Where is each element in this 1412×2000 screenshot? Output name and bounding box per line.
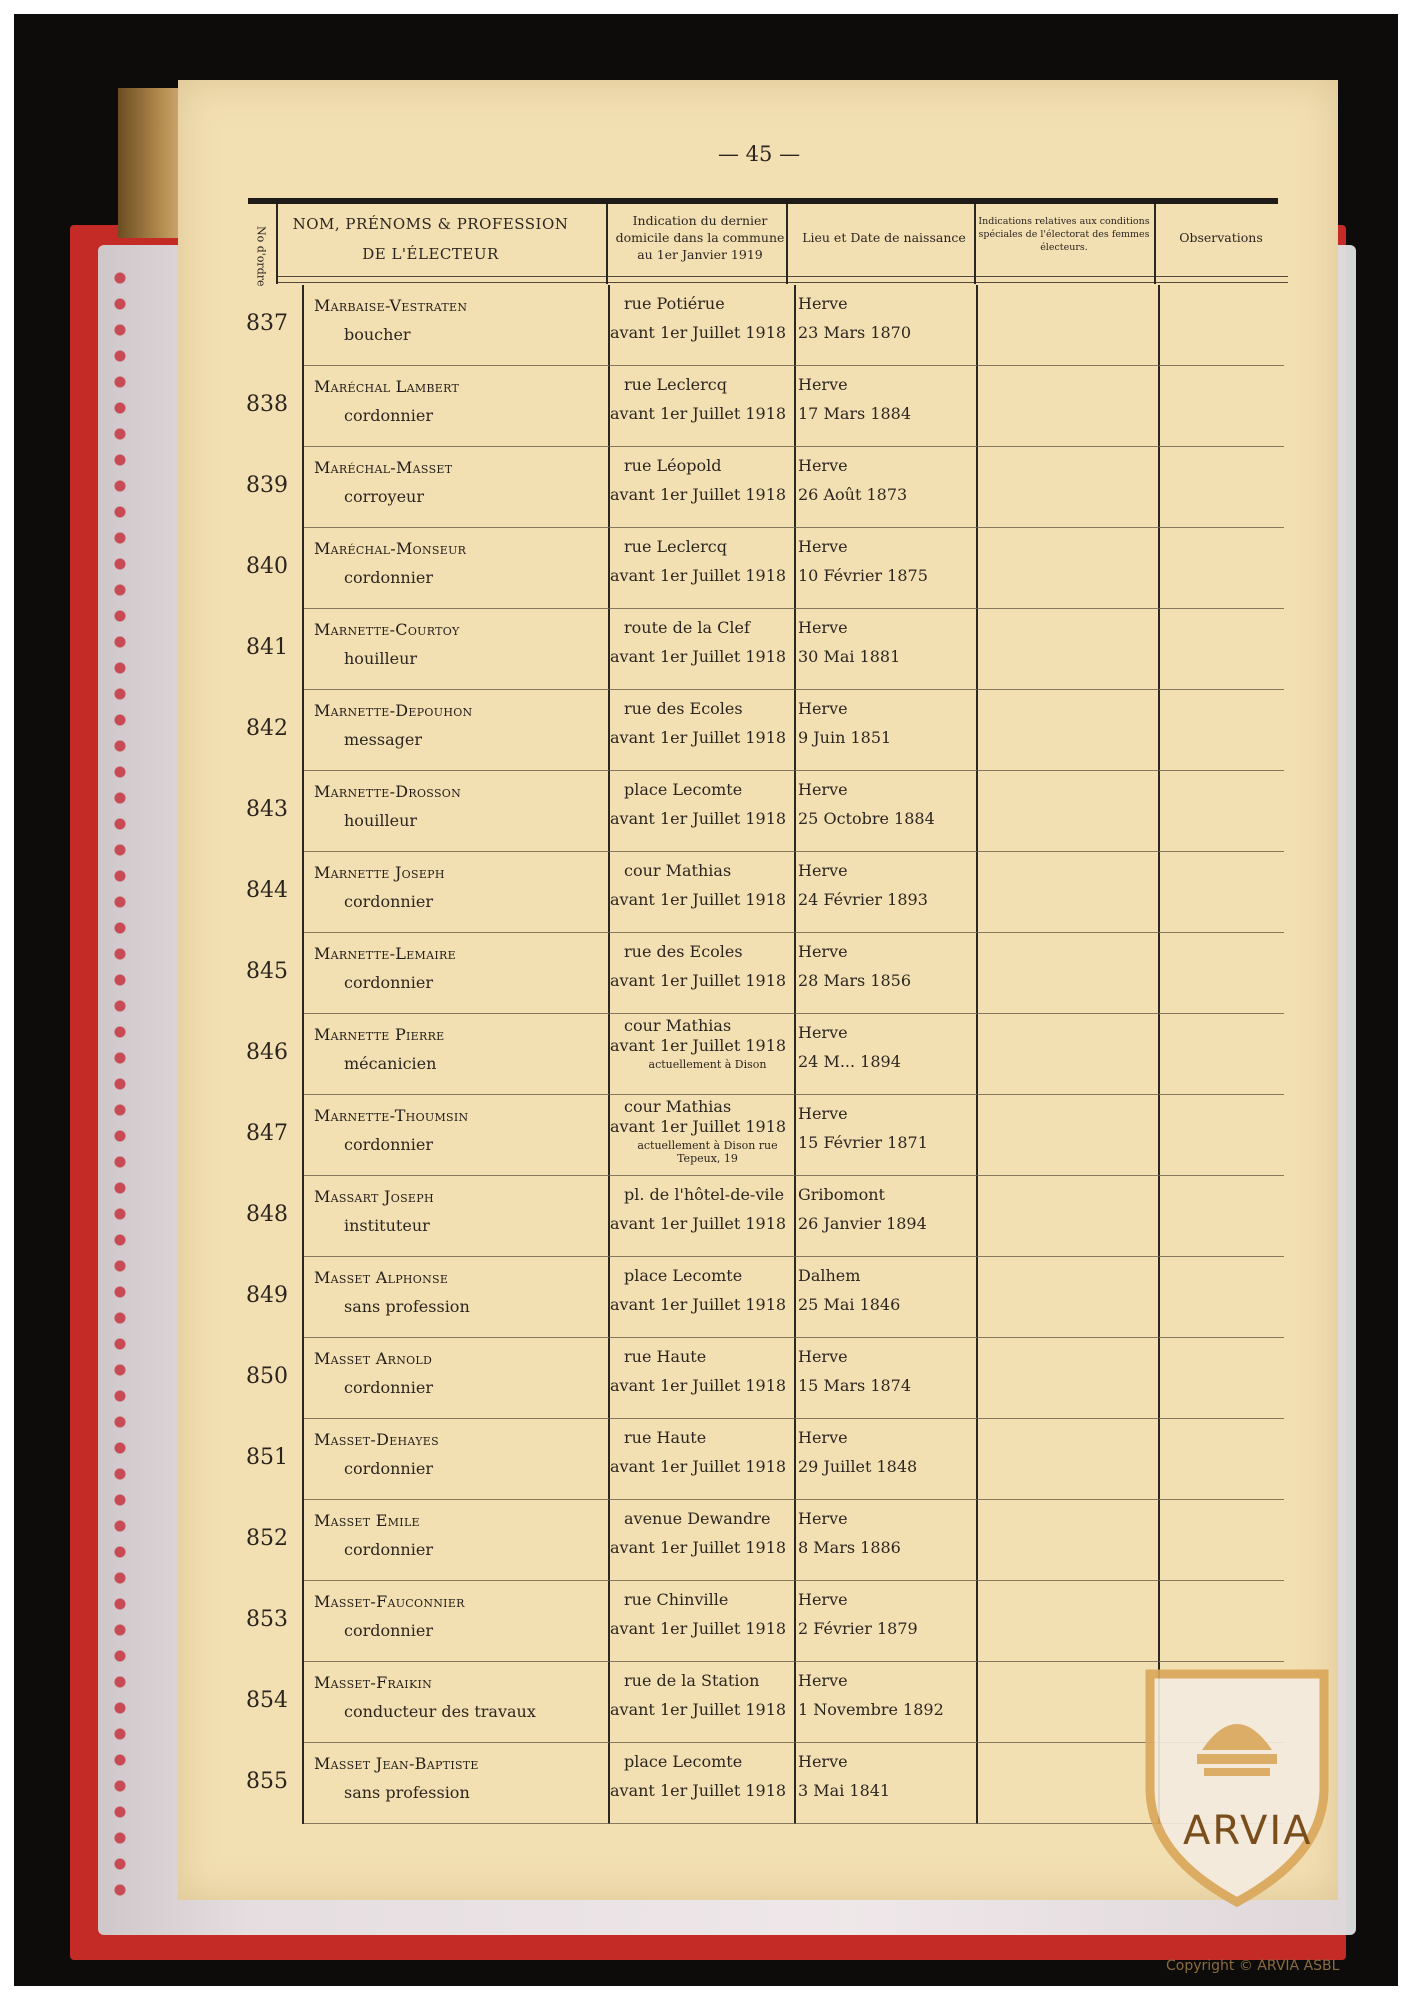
- domicile-date: avant 1er Juillet 1918: [610, 1700, 787, 1719]
- birth-date: 24 M... 1894: [798, 1052, 901, 1071]
- entry-number: 843: [246, 797, 288, 822]
- domicile-street: rue Leclercq: [624, 537, 727, 556]
- domicile-street: place Lecomte: [624, 1266, 743, 1285]
- domicile-street: avenue Dewandre: [624, 1509, 771, 1528]
- elector-name: Masset-Fauconnier: [314, 1592, 465, 1611]
- domicile-date: avant 1er Juillet 1918: [610, 566, 787, 585]
- register-page: [178, 80, 1338, 1900]
- header-divider-2: [278, 282, 1288, 283]
- elector-profession: mécanicien: [344, 1054, 437, 1073]
- birth-place: Herve: [798, 375, 848, 394]
- entry-number: 846: [246, 1040, 288, 1065]
- elector-name: Marnette Pierre: [314, 1025, 445, 1044]
- entry-number: 853: [246, 1607, 288, 1632]
- elector-profession: cordonnier: [344, 568, 433, 587]
- elector-profession: messager: [344, 730, 422, 749]
- elector-profession: boucher: [344, 325, 411, 344]
- elector-profession: corroyeur: [344, 487, 424, 506]
- elector-profession: cordonnier: [344, 406, 433, 425]
- domicile-date: avant 1er Juillet 1918: [610, 809, 787, 828]
- table-row: [178, 285, 1338, 366]
- birth-date: 23 Mars 1870: [798, 323, 912, 342]
- header-birth: Lieu et Date de naissance: [802, 230, 966, 245]
- table-row: [178, 771, 1338, 852]
- domicile-date: avant 1er Juillet 1918: [610, 1538, 787, 1557]
- birth-date: 8 Mars 1886: [798, 1538, 901, 1557]
- birth-place: Herve: [798, 456, 848, 475]
- elector-name: Marbaise-Vestraten: [314, 296, 468, 315]
- binder-holes: [110, 270, 130, 1910]
- header-observations: Observations: [1179, 230, 1263, 245]
- birth-date: 25 Octobre 1884: [798, 809, 935, 828]
- domicile-street: place Lecomte: [624, 780, 743, 799]
- birth-place: Dalhem: [798, 1266, 861, 1285]
- birth-place: Herve: [798, 1752, 848, 1771]
- domicile-street: rue Potiérue: [624, 294, 725, 313]
- domicile-street: rue Chinville: [624, 1590, 729, 1609]
- elector-name: Masset Alphonse: [314, 1268, 449, 1287]
- birth-date: 1 Novembre 1892: [798, 1700, 944, 1719]
- header-indications: Indications relatives aux conditions spéciales de l'électorat des femmes électeurs.: [978, 216, 1150, 253]
- copyright-text: Copyright © ARVIA ASBL: [1166, 1958, 1340, 1974]
- table-row: [178, 447, 1338, 528]
- birth-place: Herve: [798, 294, 848, 313]
- entry-number: 837: [246, 311, 288, 336]
- elector-name: Marnette-Lemaire: [314, 944, 456, 963]
- elector-profession: cordonnier: [344, 1459, 433, 1478]
- domicile-date: avant 1er Juillet 1918: [610, 971, 787, 990]
- domicile-street: route de la Clef: [624, 618, 750, 637]
- column-line: [276, 204, 278, 284]
- table-row: [178, 690, 1338, 771]
- birth-date: 29 Juillet 1848: [798, 1457, 918, 1476]
- elector-profession: instituteur: [344, 1216, 430, 1235]
- elector-name: Masset Emile: [314, 1511, 420, 1530]
- entry-number: 847: [246, 1121, 288, 1146]
- header-order: No d'ordre: [254, 225, 268, 287]
- entry-number: 854: [246, 1688, 288, 1713]
- header-name-line1: NOM, PRÉNOMS & PROFESSION: [292, 215, 569, 233]
- header-domicile: Indication du dernier domicile dans la commune au 1er Janvier 1919: [615, 213, 785, 262]
- table-row: [178, 609, 1338, 690]
- birth-date: 24 Février 1893: [798, 890, 928, 909]
- elector-name: Marnette-Drosson: [314, 782, 462, 801]
- table-row: [178, 1095, 1338, 1176]
- table-row: [178, 1014, 1338, 1095]
- elector-name: Massart Joseph: [314, 1187, 434, 1206]
- birth-place: Herve: [798, 1590, 848, 1609]
- table-row: [178, 1338, 1338, 1419]
- elector-profession: cordonnier: [344, 892, 433, 911]
- entry-number: 855: [246, 1769, 288, 1794]
- elector-profession: sans profession: [344, 1297, 470, 1316]
- birth-place: Herve: [798, 942, 848, 961]
- domicile-street: cour Mathias: [624, 1016, 732, 1035]
- birth-date: 28 Mars 1856: [798, 971, 912, 990]
- birth-date: 15 Février 1871: [798, 1133, 928, 1152]
- birth-date: 10 Février 1875: [798, 566, 928, 585]
- entry-number: 838: [246, 392, 288, 417]
- entry-number: 845: [246, 959, 288, 984]
- entry-number: 848: [246, 1202, 288, 1227]
- elector-profession: sans profession: [344, 1783, 470, 1802]
- domicile-date: avant 1er Juillet 1918: [610, 1214, 787, 1233]
- birth-date: 2 Février 1879: [798, 1619, 918, 1638]
- table-row: [178, 1581, 1338, 1662]
- table-row: [178, 933, 1338, 1014]
- entry-number: 850: [246, 1364, 288, 1389]
- domicile-date: avant 1er Juillet 1918: [610, 890, 787, 909]
- birth-date: 25 Mai 1846: [798, 1295, 901, 1314]
- logo-text: ARVIA: [1183, 1808, 1313, 1854]
- birth-place: Herve: [798, 780, 848, 799]
- birth-place: Herve: [798, 618, 848, 637]
- column-line: [1154, 204, 1156, 284]
- birth-date: 15 Mars 1874: [798, 1376, 912, 1395]
- birth-date: 30 Mai 1881: [798, 647, 901, 666]
- domicile-date: avant 1er Juillet 1918: [610, 1376, 787, 1395]
- elector-name: Marnette-Depouhon: [314, 701, 473, 720]
- table-row: [178, 1500, 1338, 1581]
- entry-number: 841: [246, 635, 288, 660]
- birth-date: 26 Janvier 1894: [798, 1214, 927, 1233]
- column-line: [974, 204, 976, 284]
- birth-date: 17 Mars 1884: [798, 404, 912, 423]
- elector-profession: houilleur: [344, 811, 418, 830]
- table-row: [178, 366, 1338, 447]
- birth-date: 26 Août 1873: [798, 485, 908, 504]
- entry-number: 849: [246, 1283, 288, 1308]
- domicile-street: rue Leclercq: [624, 375, 727, 394]
- elector-name: Maréchal-Monseur: [314, 539, 467, 558]
- birth-date: 3 Mai 1841: [798, 1781, 891, 1800]
- domicile-street: rue Haute: [624, 1428, 707, 1447]
- birth-place: Herve: [798, 1023, 848, 1042]
- elector-profession: cordonnier: [344, 973, 433, 992]
- domicile-street: rue Haute: [624, 1347, 707, 1366]
- birth-place: Herve: [798, 1671, 848, 1690]
- domicile-note: actuellement à Dison: [648, 1058, 767, 1071]
- domicile-street: rue des Ecoles: [624, 942, 743, 961]
- birth-place: Herve: [798, 1428, 848, 1447]
- birth-place: Herve: [798, 1509, 848, 1528]
- header-rule: [248, 198, 1278, 204]
- row-separator: [304, 1823, 1284, 1824]
- domicile-street: rue de la Station: [624, 1671, 760, 1690]
- domicile-street: place Lecomte: [624, 1752, 743, 1771]
- entry-number: 851: [246, 1445, 288, 1470]
- arvia-shield-logo: [1142, 1668, 1332, 1908]
- table-row: [178, 1176, 1338, 1257]
- domicile-date: avant 1er Juillet 1918: [610, 728, 787, 747]
- domicile-street: pl. de l'hôtel-de-vile: [624, 1185, 785, 1204]
- header-name: [278, 214, 583, 275]
- domicile-date: avant 1er Juillet 1918: [610, 1457, 787, 1476]
- birth-place: Herve: [798, 1104, 848, 1123]
- elector-profession: houilleur: [344, 649, 418, 668]
- elector-name: Masset Jean-Baptiste: [314, 1754, 479, 1773]
- domicile-note: actuellement à Dison rue Tepeux, 19: [637, 1139, 778, 1165]
- elector-profession: conducteur des travaux: [344, 1702, 536, 1721]
- table-row: [178, 1419, 1338, 1500]
- elector-profession: cordonnier: [344, 1621, 433, 1640]
- page-number: — 45 —: [718, 142, 801, 166]
- entry-number: 852: [246, 1526, 288, 1551]
- birth-date: 9 Juin 1851: [798, 728, 892, 747]
- elector-name: Masset Arnold: [314, 1349, 433, 1368]
- entry-number: 844: [246, 878, 288, 903]
- birth-place: Herve: [798, 699, 848, 718]
- column-line: [606, 204, 608, 284]
- elector-name: Maréchal Lambert: [314, 377, 460, 396]
- elector-profession: cordonnier: [344, 1540, 433, 1559]
- table-row: [178, 1257, 1338, 1338]
- entry-number: 840: [246, 554, 288, 579]
- birth-place: Herve: [798, 861, 848, 880]
- header-name-line2: DE L'ÉLECTEUR: [362, 245, 499, 264]
- domicile-date: avant 1er Juillet 1918: [610, 404, 787, 423]
- table-row: [178, 852, 1338, 933]
- entry-number: 842: [246, 716, 288, 741]
- domicile-street: rue des Ecoles: [624, 699, 743, 718]
- domicile-date: avant 1er Juillet 1918: [610, 485, 787, 504]
- elector-name: Maréchal-Masset: [314, 458, 453, 477]
- domicile-date: avant 1er Juillet 1918: [610, 647, 787, 666]
- elector-profession: cordonnier: [344, 1378, 433, 1397]
- domicile-date: avant 1er Juillet 1918: [610, 1781, 787, 1800]
- table-row: [178, 528, 1338, 609]
- domicile-date: avant 1er Juillet 1918: [610, 1619, 787, 1638]
- elector-profession: cordonnier: [344, 1135, 433, 1154]
- domicile-date: avant 1er Juillet 1918: [610, 1036, 787, 1055]
- elector-name: Masset-Fraikin: [314, 1673, 433, 1692]
- domicile-date: avant 1er Juillet 1918: [610, 323, 787, 342]
- domicile-street: rue Léopold: [624, 456, 722, 475]
- domicile-date: avant 1er Juillet 1918: [610, 1295, 787, 1314]
- elector-name: Marnette-Thoumsin: [314, 1106, 469, 1125]
- column-line: [786, 204, 788, 284]
- domicile-date: avant 1er Juillet 1918: [610, 1117, 787, 1136]
- birth-place: Herve: [798, 537, 848, 556]
- domicile-street: cour Mathias: [624, 1097, 732, 1116]
- domicile-street: cour Mathias: [624, 861, 732, 880]
- elector-name: Marnette Joseph: [314, 863, 445, 882]
- elector-name: Masset-Dehayes: [314, 1430, 439, 1449]
- elector-name: Marnette-Courtoy: [314, 620, 460, 639]
- entry-number: 839: [246, 473, 288, 498]
- birth-place: Gribomont: [798, 1185, 885, 1204]
- header-divider: [278, 276, 1288, 277]
- birth-place: Herve: [798, 1347, 848, 1366]
